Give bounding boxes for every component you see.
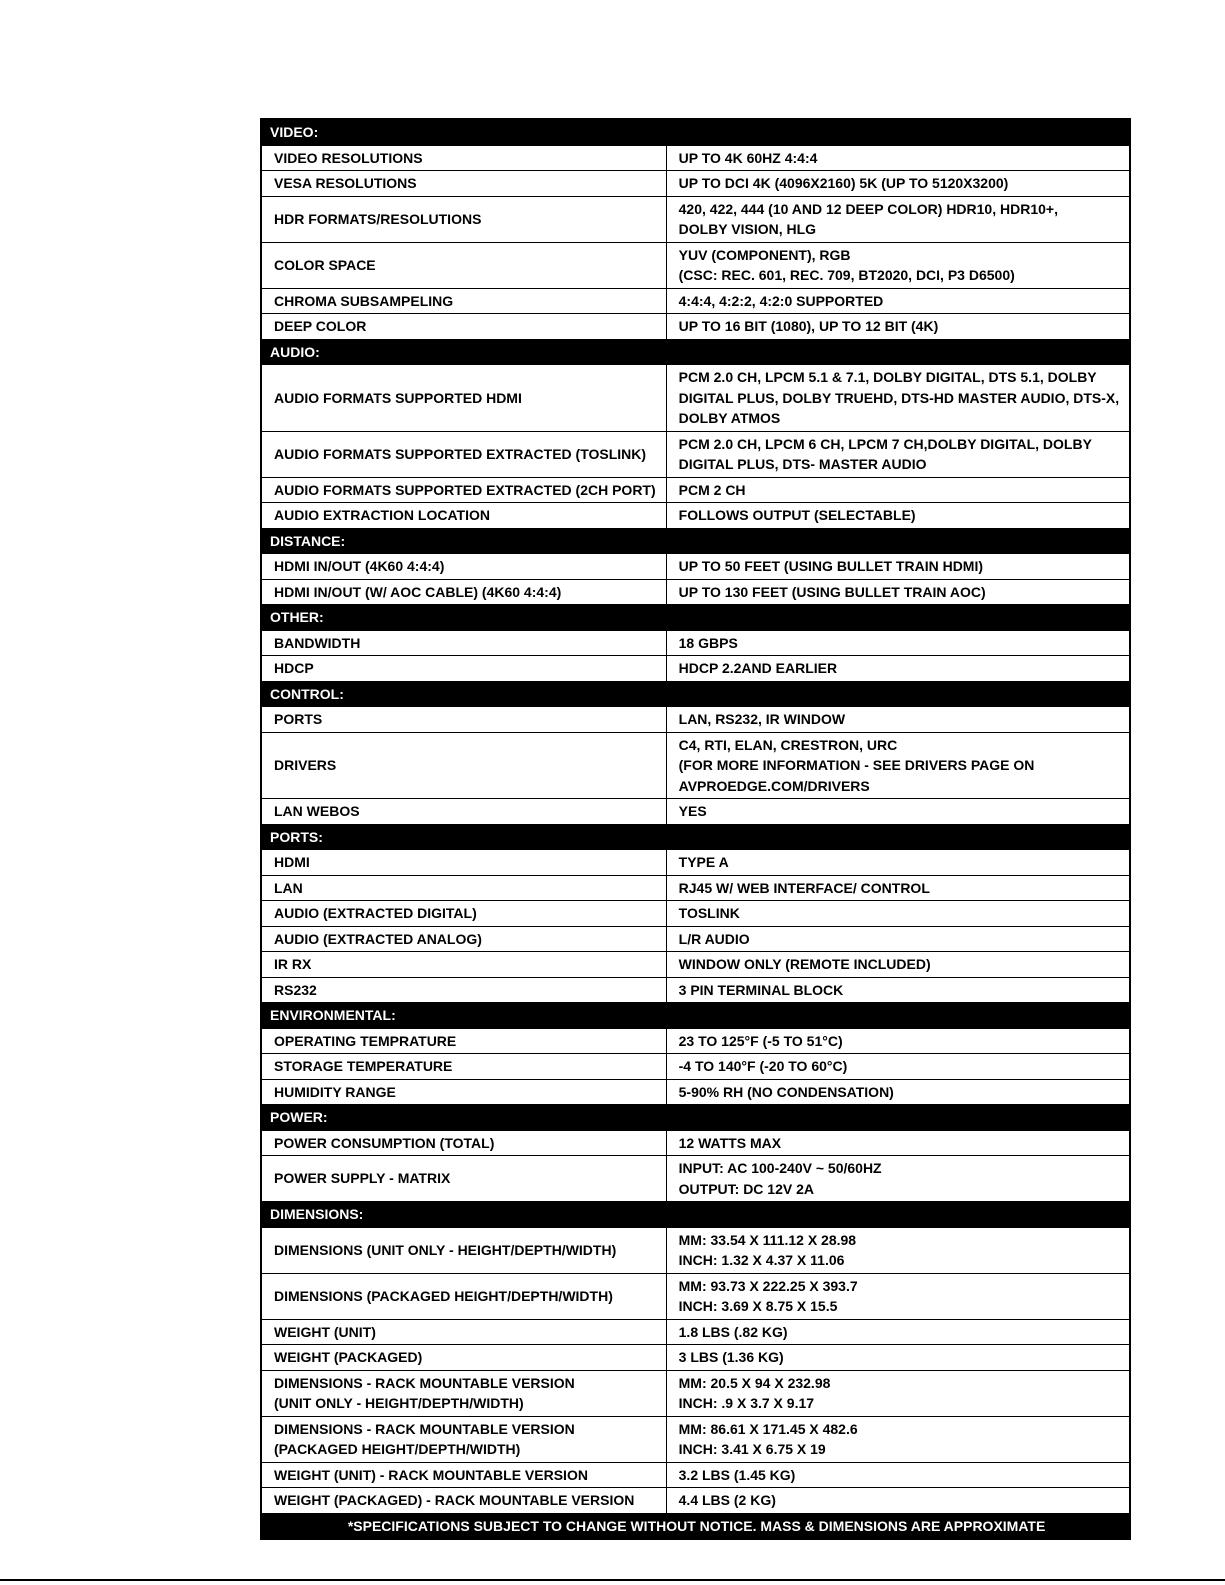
spec-value-line: (FOR MORE INFORMATION - SEE DRIVERS PAGE ON [678, 757, 1035, 773]
spec-label [261, 1156, 666, 1202]
spec-value-line: MM: 93.73 X 222.25 X 393.7 [678, 1277, 858, 1294]
spec-value [666, 1319, 1130, 1345]
spec-row [261, 875, 1130, 901]
spec-value [666, 1079, 1130, 1105]
section-header-audio [261, 339, 1130, 365]
spec-row [261, 554, 1130, 580]
spec-label [261, 656, 666, 682]
spec-label [261, 242, 666, 288]
spec-value-line: INCH: 3.69 X 8.75 X 15.5 [678, 1298, 838, 1314]
spec-row [261, 503, 1130, 529]
spec-value-line: L/R AUDIO [678, 930, 750, 947]
spec-value [666, 196, 1130, 242]
spec-row [261, 656, 1130, 682]
spec-label [261, 926, 666, 952]
spec-label [261, 1488, 666, 1514]
spec-value-line: AVPROEDGE.COM/DRIVERS [678, 777, 870, 794]
spec-label-line: WEIGHT (PACKAGED) - RACK MOUNTABLE VERSION [274, 1492, 635, 1508]
spec-label [261, 630, 666, 656]
spec-row [261, 1156, 1130, 1202]
spec-value [666, 1156, 1130, 1202]
spec-row [261, 196, 1130, 242]
spec-label [261, 196, 666, 242]
spec-label-line: AUDIO EXTRACTION LOCATION [274, 507, 490, 523]
spec-value [666, 431, 1130, 477]
section-title: DIMENSIONS: [261, 1202, 1130, 1228]
spec-label [261, 901, 666, 927]
spec-value [666, 1273, 1130, 1319]
spec-label-line: STORAGE TEMPERATURE [274, 1058, 453, 1074]
spec-value-line: INCH: 3.41 X 6.75 X 19 [678, 1441, 826, 1457]
spec-value [666, 554, 1130, 580]
spec-value [666, 1345, 1130, 1371]
spec-label-line: DEEP COLOR [274, 318, 367, 334]
spec-label [261, 1462, 666, 1488]
spec-label [261, 288, 666, 314]
spec-value-line: TOSLINK [678, 905, 740, 921]
spec-value-line: RJ45 W/ WEB INTERFACE/ CONTROL [678, 879, 930, 896]
spec-label-line: HDMI [274, 854, 310, 870]
spec-label [261, 799, 666, 825]
section-title: POWER: [261, 1105, 1130, 1131]
spec-label-line: CHROMA SUBSAMPELING [274, 292, 454, 309]
spec-value [666, 850, 1130, 876]
spec-value [666, 926, 1130, 952]
spec-value-line: DOLBY ATMOS [678, 410, 781, 426]
section-header-ports [261, 824, 1130, 850]
spec-label [261, 503, 666, 529]
spec-row [261, 707, 1130, 733]
spec-label-line: WEIGHT (UNIT) - RACK MOUNTABLE VERSION [274, 1466, 588, 1483]
spec-label-line: HDMI IN/OUT (4K60 4:4:4) [274, 558, 445, 574]
spec-label-line: RS232 [274, 981, 317, 998]
spec-value [666, 503, 1130, 529]
section-header-control [261, 681, 1130, 707]
spec-row [261, 1488, 1130, 1514]
spec-row [261, 1416, 1130, 1462]
spec-label [261, 1319, 666, 1345]
spec-label [261, 1345, 666, 1371]
spec-label [261, 1079, 666, 1105]
spec-value [666, 799, 1130, 825]
spec-value-line: UP TO 50 FEET (USING BULLET TRAIN HDMI) [678, 558, 984, 574]
spec-value-line: INPUT: AC 100-240V ~ 50/60HZ [678, 1160, 882, 1176]
spec-value-line: TYPE A [678, 854, 729, 870]
spec-label [261, 477, 666, 503]
spec-row [261, 1130, 1130, 1156]
spec-label [261, 1370, 666, 1416]
disclaimer-text: *SPECIFICATIONS SUBJECT TO CHANGE WITHOUT NOTICE. MASS & DIMENSIONS ARE APPROXIMATE [261, 1513, 1130, 1539]
section-title: VIDEO: [261, 119, 1130, 145]
spec-row [261, 365, 1130, 432]
section-header-environmental [261, 1003, 1130, 1029]
spec-value-line: HDCP 2.2AND EARLIER [678, 660, 838, 676]
disclaimer-row [261, 1513, 1130, 1539]
spec-label-line: POWER CONSUMPTION (TOTAL) [274, 1134, 495, 1151]
spec-value-line: UP TO 4K 60HZ 4:4:4 [678, 149, 818, 166]
spec-value [666, 1416, 1130, 1462]
spec-value [666, 1054, 1130, 1080]
spec-value [666, 732, 1130, 799]
spec-value-line: 18 GBPS [678, 634, 738, 651]
spec-label-line: AUDIO FORMATS SUPPORTED EXTRACTED (2CH PORT) [274, 481, 656, 498]
spec-row [261, 1227, 1130, 1273]
section-header-video [261, 119, 1130, 145]
spec-value [666, 365, 1130, 432]
section-title: PORTS: [261, 824, 1130, 850]
spec-label [261, 171, 666, 197]
spec-row [261, 901, 1130, 927]
spec-label [261, 431, 666, 477]
spec-label-line: DIMENSIONS - RACK MOUNTABLE VERSION [274, 1374, 575, 1391]
spec-value-line: 3 PIN TERMINAL BLOCK [678, 981, 844, 998]
spec-label-line: OPERATING TEMPRATURE [274, 1032, 457, 1049]
spec-value-line: DOLBY VISION, HLG [678, 221, 817, 237]
spec-value-line: MM: 86.61 X 171.45 X 482.6 [678, 1420, 858, 1437]
spec-label [261, 145, 666, 171]
section-title: DISTANCE: [261, 528, 1130, 554]
spec-label-line: AUDIO FORMATS SUPPORTED HDMI [274, 389, 522, 406]
spec-value [666, 314, 1130, 340]
spec-label-line: (PACKAGED HEIGHT/DEPTH/WIDTH) [274, 1441, 521, 1457]
section-title: ENVIRONMENTAL: [261, 1003, 1130, 1029]
spec-value-line: PCM 2.0 CH, LPCM 6 CH, LPCM 7 CH,DOLBY DIGITAL, DOLBY [678, 435, 1092, 452]
spec-table [260, 118, 1131, 1540]
spec-row [261, 952, 1130, 978]
spec-value-line: UP TO DCI 4K (4096X2160) 5K (UP TO 5120X3200) [678, 175, 1009, 191]
spec-value [666, 477, 1130, 503]
section-header-other [261, 605, 1130, 631]
spec-value-line: MM: 33.54 X 111.12 X 28.98 [678, 1231, 857, 1248]
spec-row [261, 799, 1130, 825]
spec-label [261, 1130, 666, 1156]
spec-value [666, 977, 1130, 1003]
spec-label-line: LAN WEBOS [274, 803, 360, 819]
section-title: OTHER: [261, 605, 1130, 631]
spec-row [261, 1054, 1130, 1080]
spec-label-line: DIMENSIONS - RACK MOUNTABLE VERSION [274, 1420, 575, 1437]
spec-label-line: HDMI IN/OUT (W/ AOC CABLE) (4K60 4:4:4) [274, 583, 562, 600]
section-title: CONTROL: [261, 681, 1130, 707]
spec-value-line: 5-90% RH (NO CONDENSATION) [678, 1083, 894, 1100]
spec-row [261, 477, 1130, 503]
spec-label-line: DRIVERS [274, 757, 337, 773]
spec-value [666, 707, 1130, 733]
spec-row [261, 1028, 1130, 1054]
spec-row [261, 850, 1130, 876]
spec-value-line: 23 TO 125°F (-5 TO 51°C) [678, 1032, 843, 1049]
spec-label-line: HDCP [274, 660, 314, 676]
spec-label-line: AUDIO (EXTRACTED DIGITAL) [274, 905, 477, 921]
spec-row [261, 1345, 1130, 1371]
spec-value [666, 1028, 1130, 1054]
spec-value-line: 420, 422, 444 (10 AND 12 DEEP COLOR) HDR10, HDR10+, [678, 200, 1058, 217]
spec-value-line: C4, RTI, ELAN, CRESTRON, URC [678, 736, 898, 753]
spec-value [666, 145, 1130, 171]
spec-value [666, 1130, 1130, 1156]
spec-value [666, 656, 1130, 682]
spec-label-line: BANDWIDTH [274, 634, 361, 651]
spec-row [261, 732, 1130, 799]
spec-label [261, 1054, 666, 1080]
spec-value-line: DIGITAL PLUS, DOLBY TRUEHD, DTS-HD MASTER AUDIO, DTS-X, [678, 389, 1120, 406]
spec-label [261, 554, 666, 580]
spec-value-line: WINDOW ONLY (REMOTE INCLUDED) [678, 956, 931, 972]
section-header-dimensions [261, 1202, 1130, 1228]
page-bottom-rule [0, 1579, 1225, 1581]
spec-label-line: AUDIO (EXTRACTED ANALOG) [274, 930, 482, 947]
spec-label-line: HDR FORMATS/RESOLUTIONS [274, 210, 482, 227]
spec-label-line: HUMIDITY RANGE [274, 1083, 396, 1100]
spec-label [261, 365, 666, 432]
spec-value-line: OUTPUT: DC 12V 2A [678, 1180, 814, 1197]
spec-row [261, 630, 1130, 656]
spec-label-line: IR RX [274, 956, 312, 972]
spec-value [666, 875, 1130, 901]
spec-value [666, 952, 1130, 978]
spec-row [261, 314, 1130, 340]
spec-label [261, 1416, 666, 1462]
spec-value-line: UP TO 16 BIT (1080), UP TO 12 BIT (4K) [678, 318, 939, 334]
spec-row [261, 1319, 1130, 1345]
spec-row [261, 288, 1130, 314]
spec-value-line: YUV (COMPONENT), RGB [678, 246, 851, 263]
spec-row [261, 242, 1130, 288]
spec-row [261, 171, 1130, 197]
section-title: AUDIO: [261, 339, 1130, 365]
spec-value [666, 630, 1130, 656]
spec-table-body [261, 119, 1130, 1539]
spec-row [261, 1079, 1130, 1105]
spec-label [261, 1028, 666, 1054]
spec-row [261, 145, 1130, 171]
spec-value [666, 171, 1130, 197]
spec-row [261, 926, 1130, 952]
spec-label [261, 579, 666, 605]
spec-label [261, 707, 666, 733]
spec-label-line: COLOR SPACE [274, 256, 376, 273]
spec-value [666, 1370, 1130, 1416]
spec-value-line: YES [678, 803, 707, 819]
spec-value-line: 4.4 LBS (2 KG) [678, 1492, 776, 1508]
spec-value-line: 3 LBS (1.36 KG) [678, 1349, 784, 1365]
spec-value-line: DIGITAL PLUS, DTS- MASTER AUDIO [678, 456, 927, 472]
spec-label-line: LAN [274, 879, 303, 896]
spec-row [261, 431, 1130, 477]
spec-value [666, 579, 1130, 605]
spec-label [261, 314, 666, 340]
spec-label [261, 1227, 666, 1273]
spec-label-line: DIMENSIONS (UNIT ONLY - HEIGHT/DEPTH/WIDTH) [274, 1241, 617, 1258]
spec-label-line: POWER SUPPLY - MATRIX [274, 1170, 451, 1187]
spec-value-line: INCH: .9 X 3.7 X 9.17 [678, 1395, 815, 1411]
spec-value [666, 242, 1130, 288]
spec-label [261, 1273, 666, 1319]
spec-value-line: PCM 2.0 CH, LPCM 5.1 & 7.1, DOLBY DIGITAL, DTS 5.1, DOLBY [678, 369, 1097, 385]
spec-label-line: VESA RESOLUTIONS [274, 175, 417, 191]
spec-row [261, 579, 1130, 605]
spec-label [261, 732, 666, 799]
spec-value-line: 3.2 LBS (1.45 KG) [678, 1466, 796, 1483]
spec-label-line: WEIGHT (UNIT) [274, 1323, 376, 1340]
spec-value-line: MM: 20.5 X 94 X 232.98 [678, 1374, 831, 1391]
spec-value [666, 288, 1130, 314]
spec-label [261, 875, 666, 901]
spec-label-line: WEIGHT (PACKAGED) [274, 1349, 423, 1365]
spec-value-line: UP TO 130 FEET (USING BULLET TRAIN AOC) [678, 583, 986, 600]
spec-value-line: FOLLOWS OUTPUT (SELECTABLE) [678, 507, 916, 523]
spec-value-line: (CSC: REC. 601, REC. 709, BT2020, DCI, P3 D6500) [678, 267, 1015, 283]
spec-value [666, 1488, 1130, 1514]
spec-value-line: -4 TO 140°F (-20 TO 60°C) [678, 1058, 848, 1074]
spec-label-line: DIMENSIONS (PACKAGED HEIGHT/DEPTH/WIDTH) [274, 1287, 613, 1304]
spec-value-line: 12 WATTS MAX [678, 1134, 782, 1151]
spec-value [666, 1227, 1130, 1273]
spec-value [666, 1462, 1130, 1488]
spec-label-line: PORTS [274, 711, 323, 727]
spec-value [666, 901, 1130, 927]
spec-label [261, 850, 666, 876]
spec-row [261, 1273, 1130, 1319]
spec-value-line: INCH: 1.32 X 4.37 X 11.06 [678, 1252, 845, 1268]
spec-row [261, 977, 1130, 1003]
spec-row [261, 1370, 1130, 1416]
spec-label-line: (UNIT ONLY - HEIGHT/DEPTH/WIDTH) [274, 1395, 524, 1411]
spec-label [261, 952, 666, 978]
spec-label-line: VIDEO RESOLUTIONS [274, 149, 423, 166]
spec-label-line: AUDIO FORMATS SUPPORTED EXTRACTED (TOSLINK) [274, 445, 647, 462]
spec-row [261, 1462, 1130, 1488]
spec-value-line: LAN, RS232, IR WINDOW [678, 711, 846, 727]
section-header-distance [261, 528, 1130, 554]
section-header-power [261, 1105, 1130, 1131]
spec-value-line: PCM 2 CH [678, 481, 746, 498]
spec-label [261, 977, 666, 1003]
spec-value-line: 4:4:4, 4:2:2, 4:2:0 SUPPORTED [678, 292, 884, 309]
spec-value-line: 1.8 LBS (.82 KG) [678, 1323, 788, 1340]
